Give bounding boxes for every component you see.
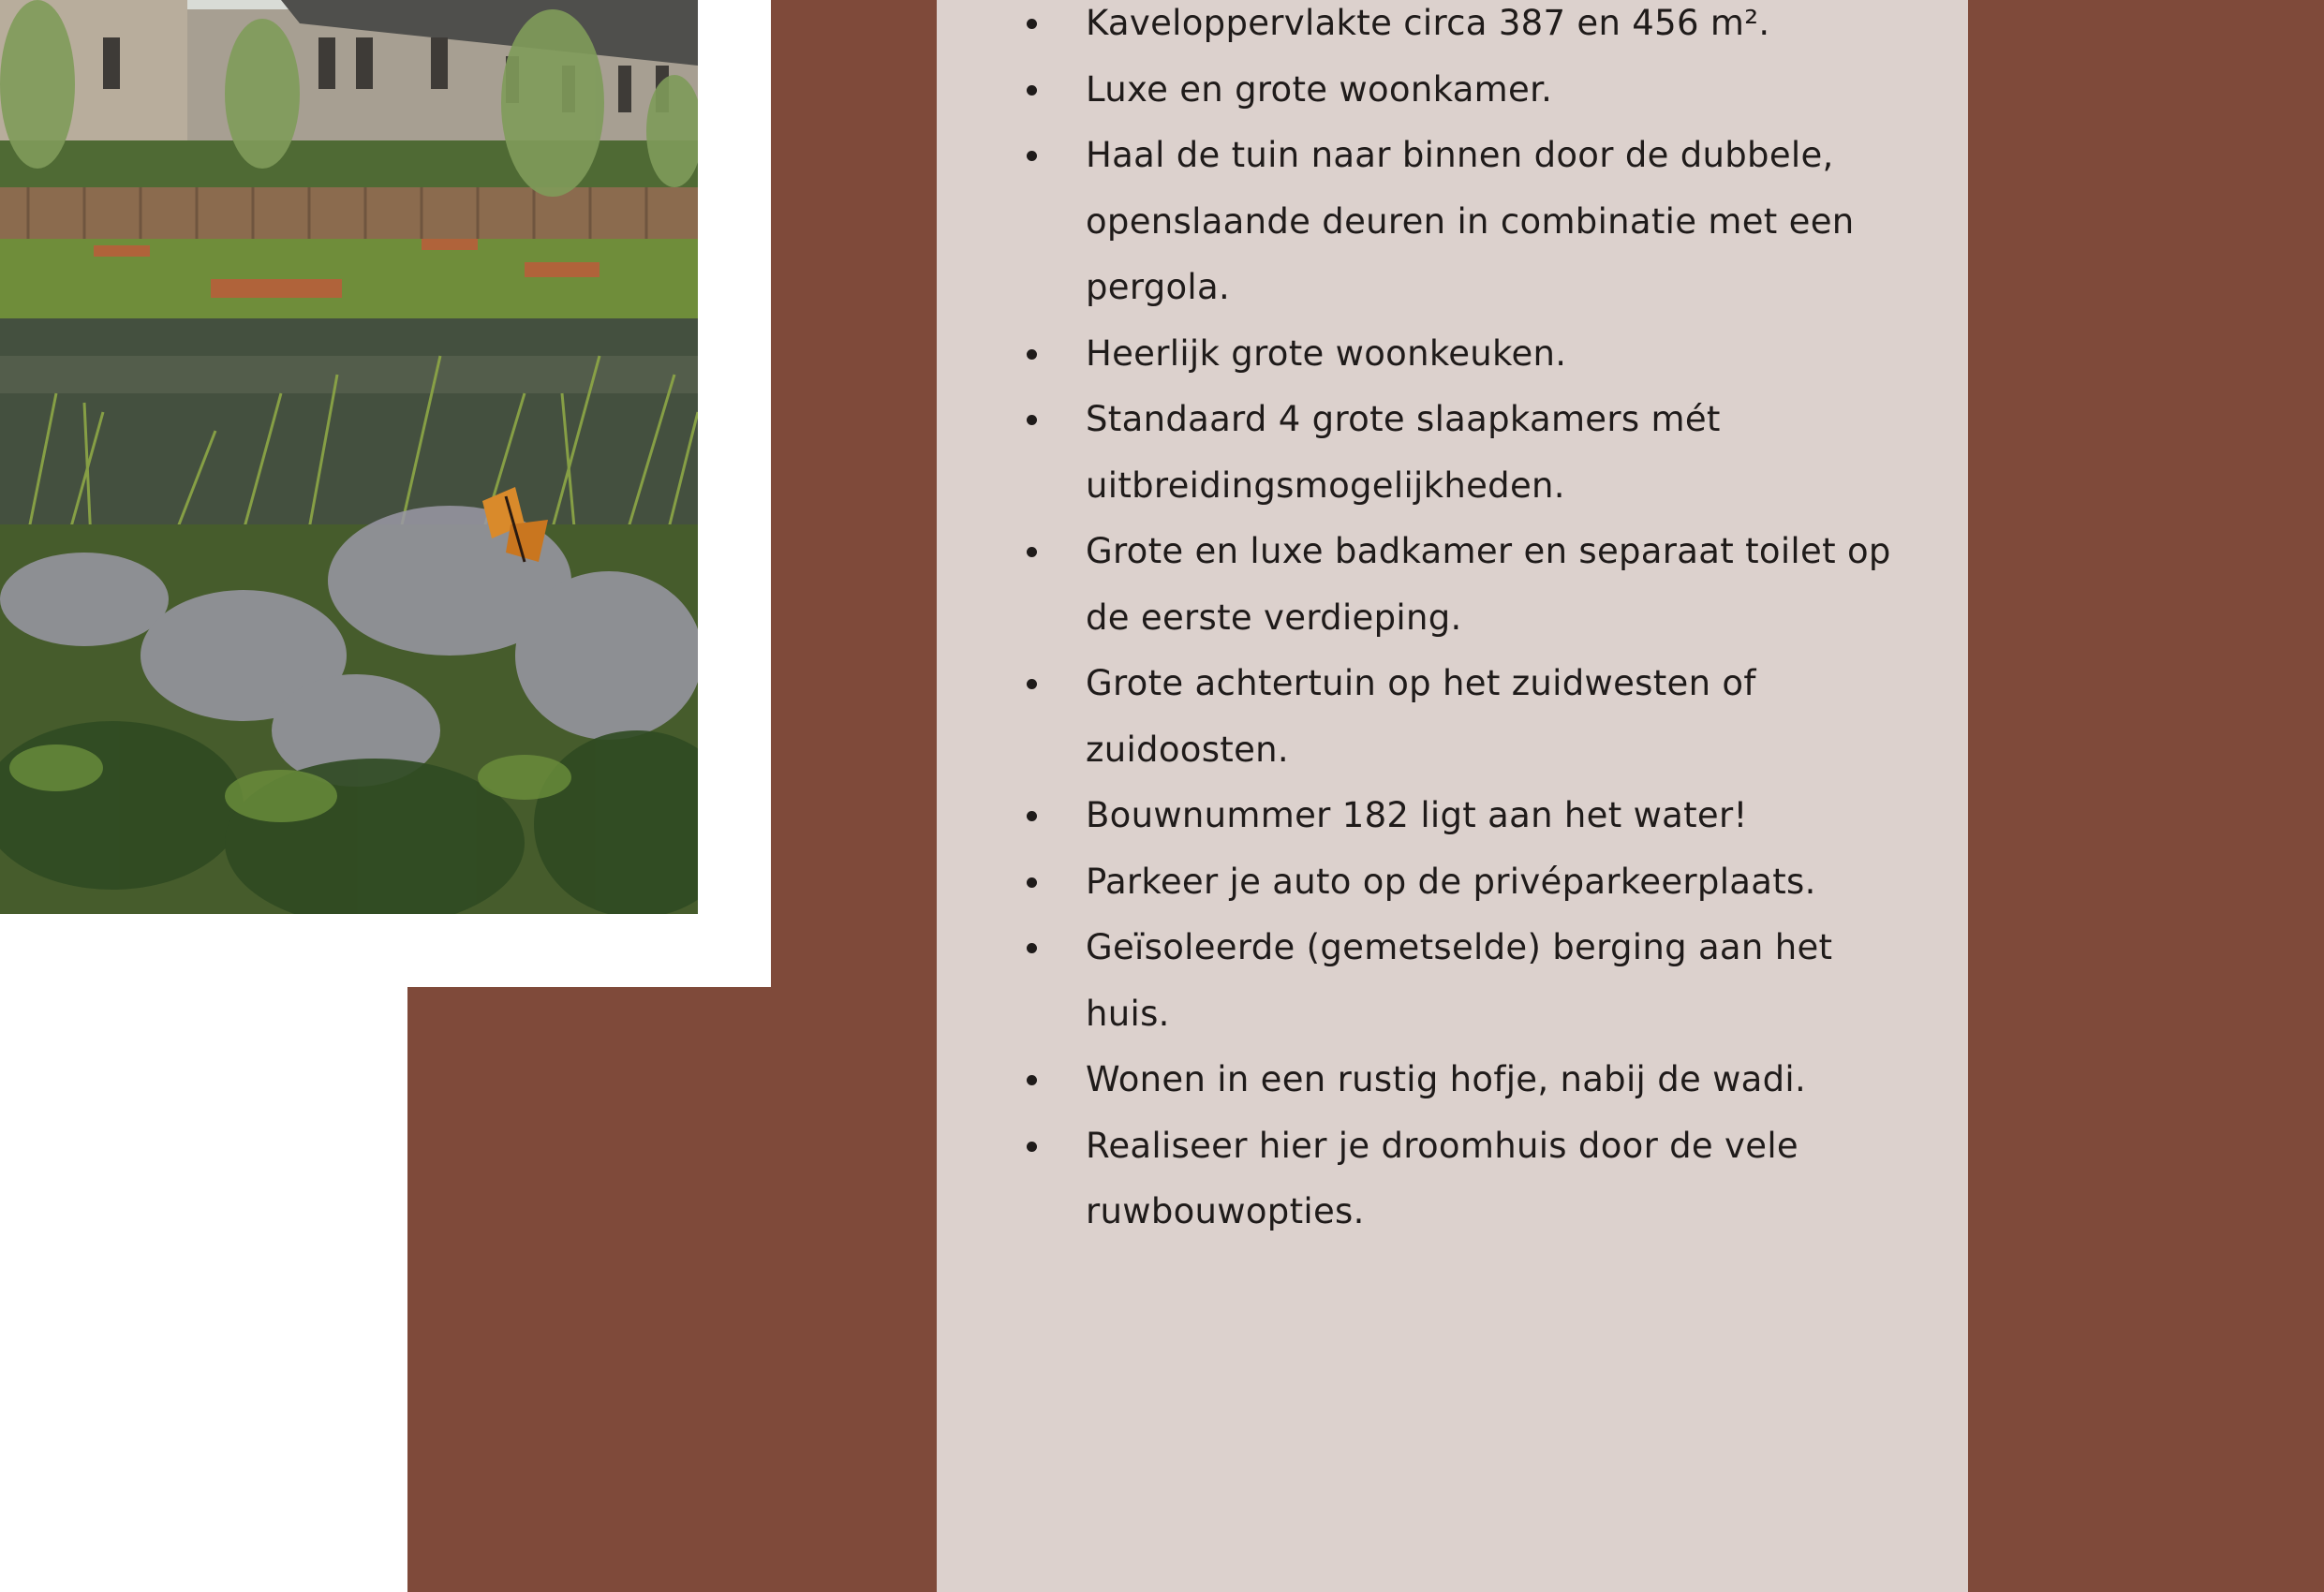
feature-text: Heerlijk grote woonkeuken. (1086, 332, 1567, 374)
features-panel (937, 0, 1968, 1592)
photo-illustration (0, 0, 698, 914)
bullet-icon (1027, 19, 1037, 29)
feature-text: Bouwnummer 182 ligt aan het water! (1086, 795, 1748, 835)
feature-item (937, 1113, 1968, 1246)
feature-item (937, 321, 1968, 388)
bullet-icon (1027, 811, 1037, 821)
residential-canal-garden-photo (0, 0, 698, 914)
feature-item (937, 651, 1968, 783)
feature-text: Parkeer je auto op de privéparkeerplaats. (1086, 861, 1816, 902)
bullet-icon (1027, 415, 1037, 425)
bullet-icon (1027, 877, 1037, 888)
feature-item (937, 1047, 1968, 1113)
bullet-icon (1027, 85, 1037, 96)
feature-text: Kaveloppervlakte circa 387 en 456 m². (1086, 3, 1770, 43)
feature-item (937, 915, 1968, 1047)
feature-text: Geïsoleerde (gemetselde) berging aan het huis. (1086, 927, 1833, 1034)
bullet-icon (1027, 1075, 1037, 1085)
feature-item (937, 57, 1968, 124)
feature-text: Grote en luxe badkamer en separaat toilet op de eerste verdieping. (1086, 531, 1891, 638)
feature-text: Luxe en grote woonkamer. (1086, 68, 1553, 110)
feature-item (937, 387, 1968, 519)
bullet-icon (1027, 943, 1037, 953)
feature-text: Standaard 4 grote slaapkamers mét uitbreidingsmogelijkheden. (1086, 399, 1721, 506)
feature-text: Haal de tuin naar binnen door de dubbele, openslaande deuren in combinatie met een pergola. (1086, 135, 1855, 307)
feature-item (937, 123, 1968, 321)
bullet-icon (1027, 547, 1037, 557)
feature-item (937, 783, 1968, 849)
bullet-icon (1027, 679, 1037, 689)
feature-text: Realiseer hier je droomhuis door de vele ruwbouwopties. (1086, 1125, 1799, 1231)
bullet-icon (1027, 151, 1037, 161)
feature-item (937, 849, 1968, 916)
features-list (937, 0, 1968, 1246)
feature-text: Grote achtertuin op het zuidwesten of zuidoosten. (1086, 663, 1756, 770)
bullet-icon (1027, 1142, 1037, 1152)
feature-text: Wonen in een rustig hofje, nabij de wadi. (1086, 1059, 1807, 1099)
feature-item (937, 519, 1968, 651)
feature-item (937, 0, 1968, 57)
bullet-icon (1027, 349, 1037, 360)
